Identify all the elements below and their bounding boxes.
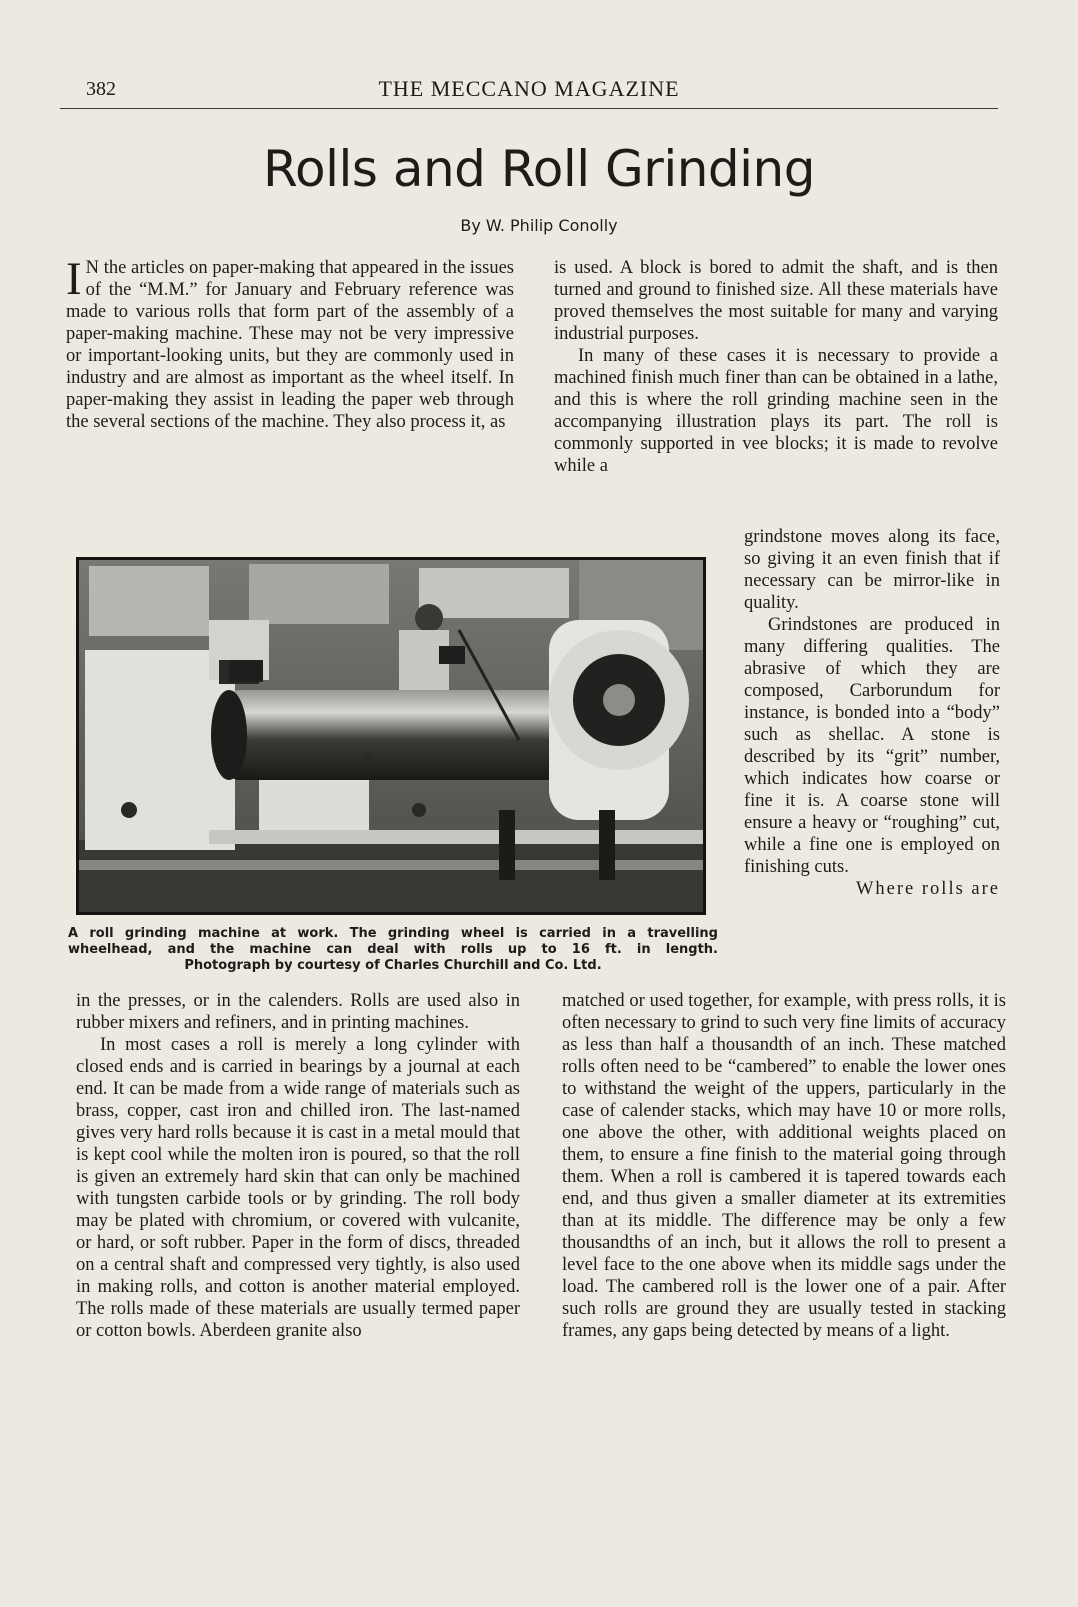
caption-credit: Photograph by courtesy of Charles Churchill and Co. Ltd. (184, 958, 602, 973)
article-title: Rolls and Roll Grinding (263, 140, 815, 198)
page-header (60, 74, 998, 109)
article-byline: By W. Philip Conolly (460, 216, 618, 235)
paragraph: is used. A block is bored to admit the shaft, and is then turned and ground to finished size. All these materials have proved themselves the most suitable for many and varying industrial purposes. (554, 258, 998, 344)
column-1-bottom (76, 990, 520, 1342)
paragraph: In most cases a roll is merely a long cylinder with closed ends and is carried in bearings by a journal at each end. It can be made from a wide range of materials such as brass, copper, cast iron and chilled iron. The last-named gives very hard rolls because it is cast in a metal mould that is kept cool while the molten iron is poured, so that the roll is given an extremely hard skin that can only be machined with tungsten carbide tools or by grinding. The roll body may be plated with chromium, or covered with vulcanite, or hard, or soft rubber. Paper in the form of discs, threaded on a central shaft and compressed very tightly, is also used in making rolls, and cotton is another material employed. The rolls made of these materials are usually termed paper or cotton bowls. Aberdeen granite also (76, 1035, 520, 1341)
column-2-narrow (744, 526, 1000, 900)
paragraph: Grindstones are produced in many differing qualities. The abrasive of which they are composed, Carborundum for instance, is bonded into a “body” such as shellac. A stone is described by its “grit” number, which indicates how coarse or fine it is. A coarse stone will ensure a heavy or “roughing” cut, while a fine one is employed on finishing cuts. (744, 615, 1000, 877)
paragraph: Where rolls are (855, 879, 1000, 899)
paragraph: in the presses, or in the calenders. Rolls are used also in rubber mixers and refiners, and in printing machines. (76, 991, 520, 1033)
photo-caption (68, 926, 718, 974)
column-2-bottom (562, 990, 1006, 1342)
page-number: 382 (86, 78, 116, 100)
drop-cap: I (66, 253, 82, 305)
paragraph-text: N the articles on paper-making that appeared in the issues of the “M.M.” for January and February reference was made to various rolls that form part of the assembly of a paper-making machine. These may not be very impressive or important-looking units, but they are commonly used in industry and are almost as important as the wheel itself. In paper-making they assist in leading the paper web through the several sections of the machine. They also process it, as (66, 258, 514, 432)
paragraph: In many of these cases it is necessary to provide a machined finish much finer than can be obtained in a lathe, and this is where the roll grinding machine seen in the accompanying illustration plays its part. The roll is commonly supported in vee blocks; it is made to revolve while a (554, 346, 998, 476)
paragraph: matched or used together, for example, with press rolls, it is often necessary to grind to such very fine limits of accuracy as less than half a thousandth of an inch. These matched rolls often need to be “cambered” to enable the lower ones to withstand the weight of the uppers, particularly in the case of calender stacks, which may have 10 or more rolls, one above the other, with additional weights placed on them, to ensure a fine finish to the material going through them. When a roll is cambered it is tapered towards each end, and thus given a smaller diameter at its extremities than at its middle. The difference may be only a few thousandths of an inch, but it allows the roll to present a level face to the one above when its middle sags under the load. The cambered roll is the lower one of a pair. After such rolls are ground they are usually tested in stacking frames, any gaps being detected by means of a light. (562, 991, 1006, 1341)
magazine-title: THE MECCANO MAGAZINE (378, 76, 680, 101)
column-2-top (554, 257, 998, 477)
photo-illustration (79, 560, 703, 912)
paragraph: grindstone moves along its face, so giving it an even finish that if necessary can be mirror-like in quality. (744, 527, 1000, 613)
caption-line: A roll grinding machine at work. The grinding wheel is carried in a travelling (68, 926, 718, 941)
roll-grinding-machine-photo (76, 557, 706, 915)
column-1-top (66, 253, 514, 433)
caption-line: wheelhead, and the machine can deal with rolls up to 16 ft. in length. (68, 942, 718, 957)
paragraph (66, 253, 514, 433)
